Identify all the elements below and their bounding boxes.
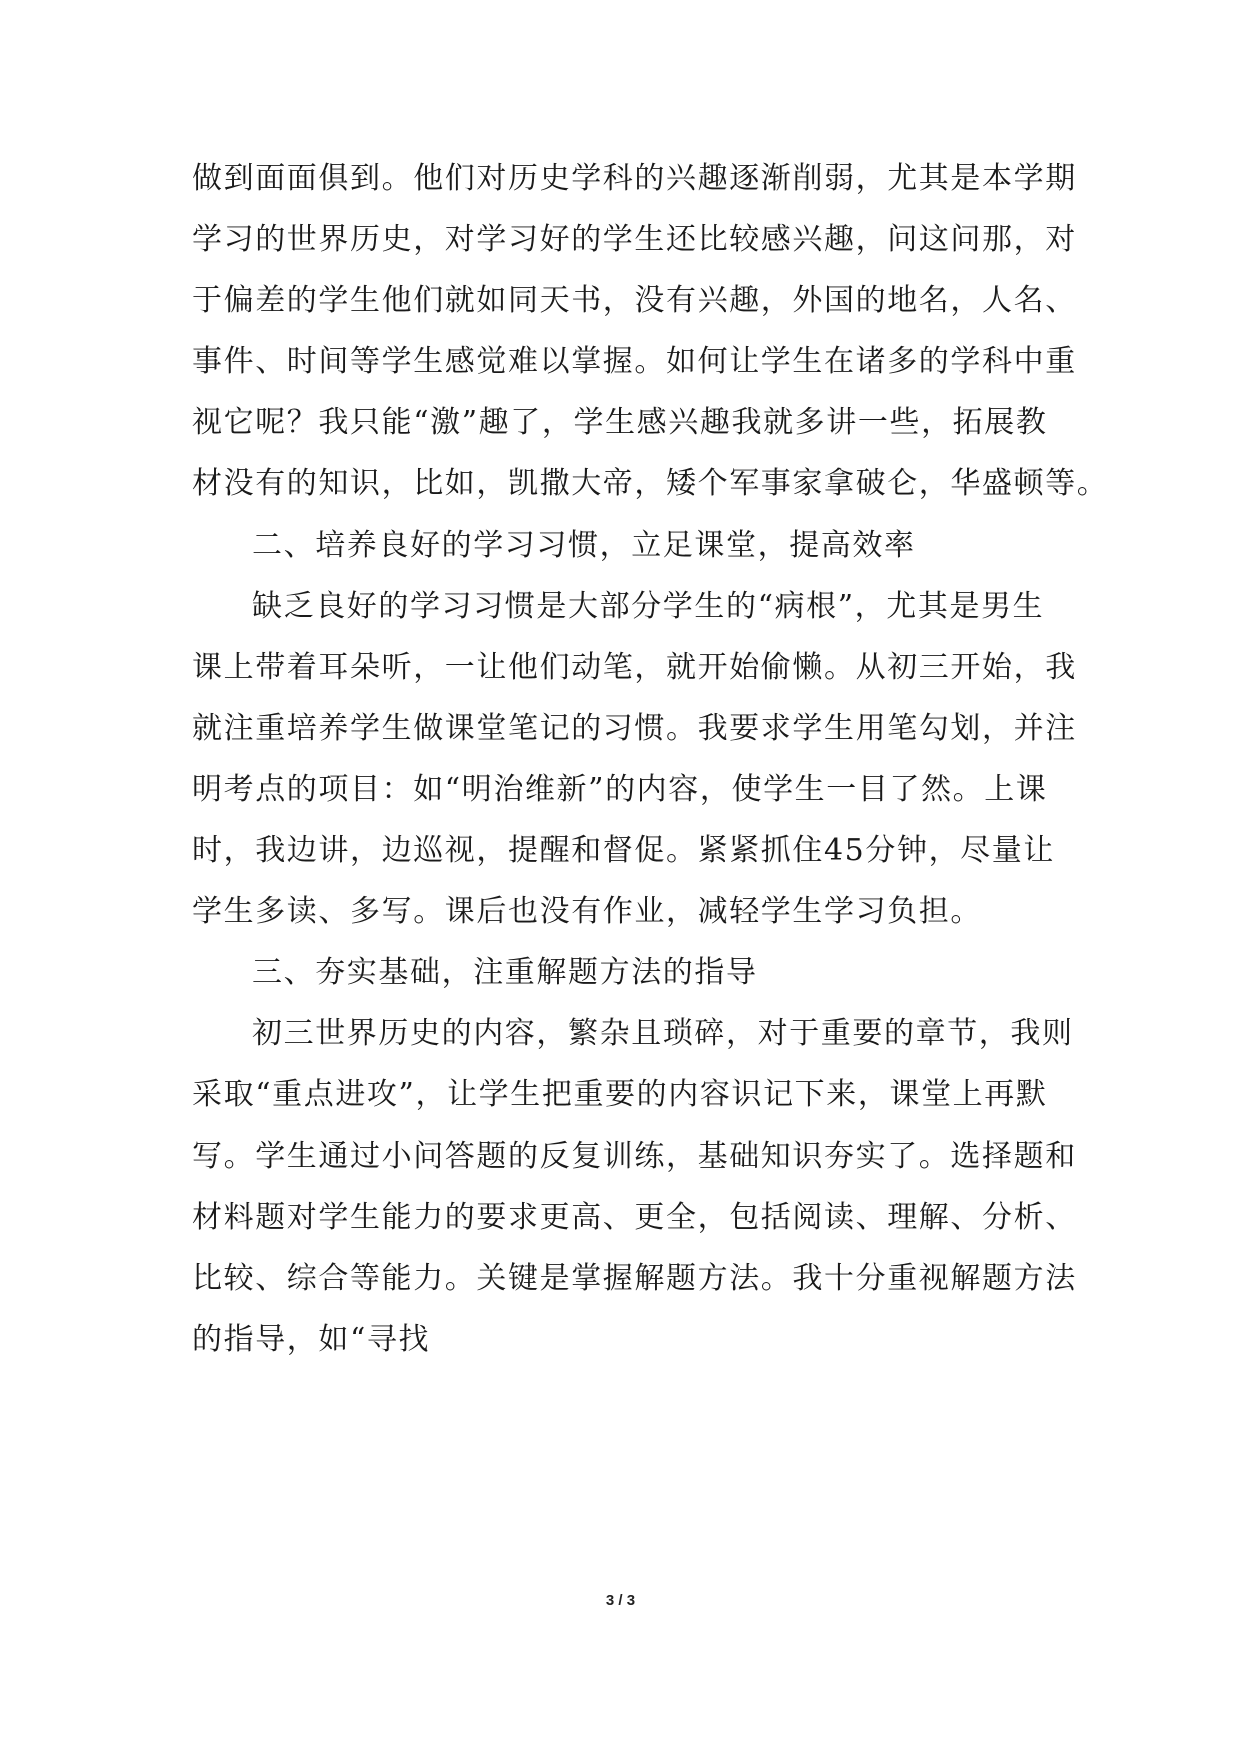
text-line: 学生多读、多写。课后也没有作业，减轻学生学习负担。 bbox=[192, 894, 982, 930]
section-heading: 三、夯实基础，注重解题方法的指导 bbox=[252, 955, 758, 991]
text-line: 明考点的项目：如“明治维新”的内容，使学生一目了然。上课 bbox=[192, 771, 1048, 807]
page-number: 3 / 3 bbox=[605, 1592, 636, 1609]
section-heading: 二、培养良好的学习习惯，立足课堂，提高效率 bbox=[252, 527, 916, 563]
text-line: 采取“重点进攻”，让学生把重要的内容识记下来，课堂上再默 bbox=[192, 1077, 1048, 1113]
text-line: 视它呢？我只能“激”趣了，学生感兴趣我就多讲一些，拓展教 bbox=[192, 405, 1048, 441]
paragraph-start: 缺乏良好的学习习惯是大部分学生的“病根”，尤其是男生 bbox=[252, 588, 1045, 624]
text-line: 就注重培养学生做课堂笔记的习惯。我要求学生用笔勾划，并注 bbox=[192, 710, 1077, 746]
text-line: 课上带着耳朵听，一让他们动笔，就开始偷懒。从初三开始，我 bbox=[192, 649, 1077, 685]
text-line: 学习的世界历史，对学习好的学生还比较感兴趣，问这问那，对 bbox=[192, 222, 1077, 258]
body-text bbox=[192, 148, 1109, 1370]
text-line: 材料题对学生能力的要求更高、更全，包括阅读、理解、分析、 bbox=[192, 1199, 1077, 1235]
text-line: 的指导，如“寻找 bbox=[192, 1321, 431, 1357]
paragraph-start: 初三世界历史的内容，繁杂且琐碎，对于重要的章节，我则 bbox=[252, 1016, 1074, 1052]
text-line: 比较、综合等能力。关键是掌握解题方法。我十分重视解题方法 bbox=[192, 1260, 1077, 1296]
text-line: 时，我边讲，边巡视，提醒和督促。紧紧抓住45分钟，尽量让 bbox=[192, 833, 1055, 869]
text-line: 材没有的知识，比如，凯撒大帝，矮个军事家拿破仑，华盛顿等。 bbox=[192, 466, 1109, 502]
text-line: 做到面面俱到。他们对历史学科的兴趣逐渐削弱，尤其是本学期 bbox=[192, 161, 1077, 196]
text-line: 事件、时间等学生感觉难以掌握。如何让学生在诸多的学科中重 bbox=[192, 344, 1077, 380]
text-line: 于偏差的学生他们就如同天书，没有兴趣，外国的地名，人名、 bbox=[192, 283, 1077, 319]
text-line: 写。学生通过小问答题的反复训练，基础知识夯实了。选择题和 bbox=[192, 1138, 1077, 1174]
